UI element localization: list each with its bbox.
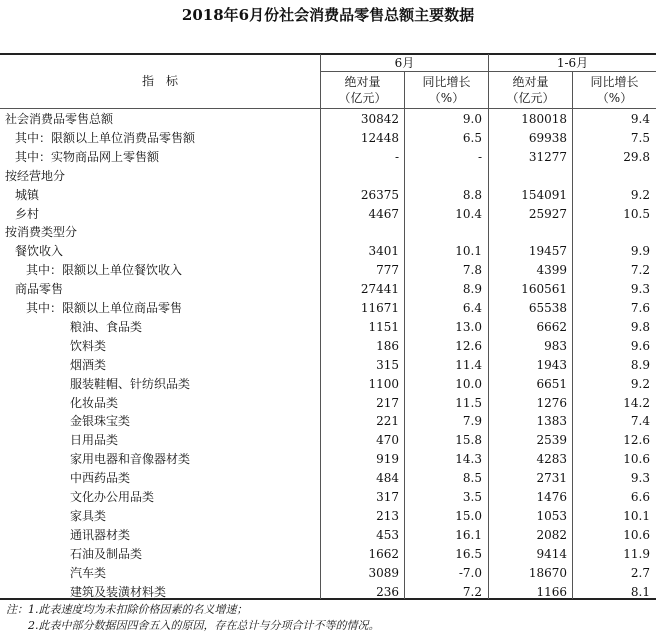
row-label: 城镇	[15, 187, 40, 202]
cell-m-yoy	[402, 167, 482, 186]
cell-c-yoy: 9.3	[630, 471, 650, 486]
header-month-yoy: 同比增长 （%）	[422, 75, 471, 105]
row-label: 家具类	[70, 508, 107, 523]
row-label: 家用电器和音像器材类	[70, 452, 191, 467]
cell-m-abs: 3089	[368, 565, 399, 580]
cell-m-abs: 27441	[360, 282, 399, 297]
row-label: 石油及制品类	[70, 546, 143, 561]
document-title: 2018年6月份社会消费品零售总额主要数据	[181, 6, 475, 24]
cell-c-abs: 1943	[536, 357, 567, 372]
row-label: 金银珠宝类	[70, 414, 131, 429]
cell-c-abs: 6662	[536, 319, 567, 334]
cell-m-abs: 315	[376, 357, 399, 372]
cell-m-yoy: 15.8	[455, 433, 482, 448]
cell-c-abs: 31277	[528, 149, 567, 164]
cell-m-abs: 186	[376, 338, 399, 353]
cell-m-yoy: 10.0	[455, 376, 482, 391]
cell-m-abs: 30842	[360, 112, 399, 126]
row-label: 服装鞋帽、针纺织品类	[70, 376, 191, 391]
cell-c-yoy: 7.6	[630, 301, 650, 315]
header-month: 6月	[394, 56, 415, 70]
cell-c-abs: 1383	[536, 414, 567, 429]
cell-m-yoy: 8.8	[462, 187, 482, 202]
cell-m-abs	[319, 167, 399, 186]
cell-m-abs: 213	[376, 508, 399, 523]
cell-c-yoy	[570, 167, 650, 186]
cell-c-yoy: 10.6	[623, 452, 650, 467]
row-label: 日用品类	[70, 433, 119, 448]
cell-c-abs: 1053	[536, 508, 567, 523]
cell-m-abs: 484	[376, 471, 399, 486]
row-label: 文化办公用品类	[70, 490, 155, 504]
header-month-abs: 绝对量 （亿元）	[338, 75, 387, 105]
cell-c-yoy: 9.2	[630, 376, 650, 391]
cell-m-yoy: 11.4	[455, 357, 482, 372]
cell-c-yoy: 6.6	[630, 490, 650, 504]
cell-m-yoy: -	[477, 149, 482, 164]
cell-c-yoy: 9.3	[630, 282, 650, 297]
cell-m-abs	[319, 223, 399, 242]
cell-m-abs: 3401	[368, 244, 399, 259]
cell-m-abs: 4467	[368, 206, 399, 221]
cell-c-abs: 65538	[528, 301, 567, 315]
cell-m-yoy: 12.6	[455, 338, 482, 353]
cell-c-abs: 983	[544, 338, 567, 353]
cell-c-abs: 154091	[521, 187, 567, 202]
cell-c-yoy: 8.1	[630, 584, 650, 599]
cell-m-yoy: 8.5	[462, 471, 482, 486]
cell-c-yoy: 7.4	[630, 414, 650, 429]
row-label: 通讯器材类	[70, 527, 131, 542]
cell-c-abs: 4399	[536, 263, 567, 278]
header-indicator: 指 标	[141, 74, 178, 88]
row-label: 粮油、食品类	[70, 319, 143, 334]
cell-c-yoy: 9.9	[630, 244, 650, 259]
cell-c-abs: 180018	[521, 112, 567, 126]
row-label: 化妆品类	[70, 395, 119, 410]
cell-m-yoy: 10.4	[455, 206, 482, 221]
cell-c-abs: 1476	[536, 490, 567, 504]
row-label: 其中：限额以上单位消费品零售额	[15, 130, 196, 145]
row-label: 烟酒类	[70, 357, 107, 372]
cell-m-abs: 236	[376, 584, 399, 599]
cell-c-yoy: 9.8	[630, 319, 650, 334]
row-label: 汽车类	[70, 565, 107, 580]
cell-m-yoy: 3.5	[462, 490, 482, 504]
row-label: 饮料类	[70, 338, 107, 353]
cell-c-abs	[487, 167, 567, 186]
cell-c-yoy: 12.6	[623, 433, 650, 448]
cell-c-yoy: 9.4	[630, 112, 650, 126]
cell-m-abs: 1151	[368, 319, 399, 334]
cell-c-abs: 2082	[536, 527, 567, 542]
footnote-1: 注：1.此表速度均为未扣除价格因素的名义增速；	[6, 603, 248, 616]
cell-c-yoy: 14.2	[623, 395, 650, 410]
footnote-2: 2.此表中部分数据因四舍五入的原因，存在总计与分项合计不等的情况。	[6, 619, 380, 632]
cell-c-yoy: 7.2	[630, 263, 650, 278]
cell-c-abs	[487, 223, 567, 242]
cell-c-abs: 1276	[536, 395, 567, 410]
cell-c-abs: 69938	[528, 130, 567, 145]
row-label: 其中：实物商品网上零售额	[15, 149, 160, 164]
cell-c-yoy: 10.5	[623, 206, 650, 221]
cell-c-yoy: 9.2	[630, 187, 650, 202]
cell-c-abs: 4283	[536, 452, 567, 467]
header-cumulative: 1-6月	[556, 56, 589, 70]
cell-c-abs: 19457	[528, 244, 567, 259]
row-label: 乡村	[15, 206, 40, 221]
cell-m-yoy: 7.2	[462, 584, 482, 599]
cell-m-abs: 1662	[368, 546, 399, 561]
cell-c-abs: 2539	[536, 433, 567, 448]
cell-m-yoy: 14.3	[455, 452, 482, 467]
header-cumulative-abs: 绝对量 （亿元）	[506, 75, 555, 105]
cell-c-yoy	[570, 223, 650, 242]
row-label: 中西药品类	[70, 471, 131, 486]
cell-c-abs: 6651	[536, 376, 567, 391]
cell-c-yoy: 2.7	[630, 565, 650, 580]
cell-m-yoy: 16.5	[455, 546, 482, 561]
row-label: 按经营地分	[5, 168, 66, 183]
header-cumulative-yoy: 同比增长 （%）	[590, 75, 639, 105]
cell-m-abs: 317	[376, 490, 399, 504]
cell-m-abs: 26375	[360, 187, 399, 202]
cell-c-yoy: 8.9	[630, 357, 650, 372]
cell-m-abs: 470	[376, 433, 399, 448]
cell-c-yoy: 9.6	[630, 338, 650, 353]
row-label: 建筑及装潢材料类	[70, 584, 167, 599]
cell-m-yoy: 7.8	[462, 263, 482, 278]
cell-m-yoy: 6.5	[462, 130, 482, 145]
cell-m-abs: 12448	[360, 130, 399, 145]
row-label: 商品零售	[15, 282, 64, 297]
cell-m-yoy: 8.9	[462, 282, 482, 297]
cell-c-yoy: 10.6	[623, 527, 650, 542]
cell-c-yoy: 10.1	[623, 508, 650, 523]
cell-m-abs: 919	[376, 452, 399, 467]
cell-m-yoy	[402, 223, 482, 242]
cell-c-yoy: 29.8	[623, 149, 650, 164]
cell-c-yoy: 7.5	[630, 130, 650, 145]
cell-c-abs: 160561	[521, 282, 567, 297]
cell-m-yoy: 9.0	[462, 112, 482, 126]
cell-c-abs: 9414	[536, 546, 567, 561]
row-label: 餐饮收入	[15, 244, 64, 259]
cell-c-yoy: 11.9	[623, 546, 650, 561]
row-label: 其中：限额以上单位餐饮收入	[26, 263, 183, 278]
cell-m-abs: 217	[376, 395, 399, 410]
cell-m-abs: 1100	[368, 376, 399, 391]
cell-m-yoy: -7.0	[458, 565, 482, 580]
row-label: 按消费类型分	[5, 225, 78, 240]
cell-c-abs: 2731	[536, 471, 567, 486]
cell-m-yoy: 16.1	[455, 527, 482, 542]
cell-m-yoy: 15.0	[455, 508, 482, 523]
row-label: 社会消费品零售总额	[5, 112, 114, 126]
cell-c-abs: 1166	[536, 584, 567, 599]
cell-c-abs: 25927	[528, 206, 567, 221]
cell-m-abs: 453	[376, 527, 399, 542]
cell-m-yoy: 10.1	[455, 244, 482, 259]
cell-m-abs: 221	[376, 414, 399, 429]
row-label: 其中：限额以上单位商品零售	[26, 301, 183, 315]
cell-m-yoy: 6.4	[462, 301, 482, 315]
cell-m-abs: -	[394, 149, 399, 164]
header-bottom-rule	[0, 108, 656, 109]
cell-m-yoy: 13.0	[455, 319, 482, 334]
cell-m-yoy: 7.9	[462, 414, 482, 429]
cell-m-yoy: 11.5	[455, 395, 482, 410]
cell-m-abs: 777	[376, 263, 399, 278]
cell-m-abs: 11671	[360, 301, 399, 315]
cell-c-abs: 18670	[528, 565, 567, 580]
